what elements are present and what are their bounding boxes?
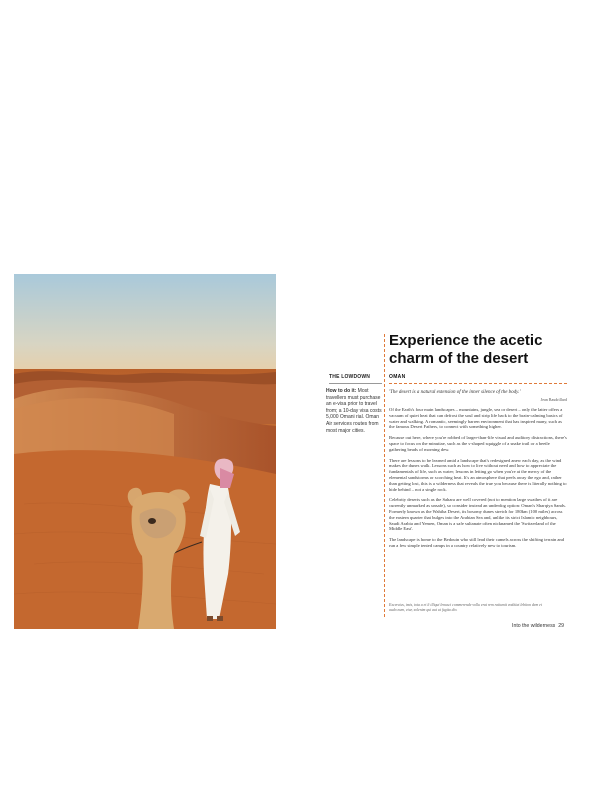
place-label: OMAN [389, 374, 406, 380]
lowdown-heading: THE LOWDOWN [329, 374, 371, 380]
accent-horizontal-rule [389, 383, 567, 384]
lowdown-text [326, 388, 382, 434]
body-paragraph: The landscape is home to the Bedouin who still lead their camels across the shifting terrain and run a few simple tented camps in a country relatively new to tourism. [389, 537, 565, 548]
page-title: Experience the acetic charm of the desert [389, 332, 543, 367]
photo-credit: Excercius, imis, tota a et li illiqui lenusci commerende vollu erat rem ratiumit voditiat lebiton dem et audo num, etur, solenim qui aut ut fugita dio. [389, 603, 542, 612]
desert-camel-photo [14, 274, 276, 629]
lowdown-label: How to do it: [326, 388, 357, 394]
page-footer [512, 623, 564, 629]
epigraph-quote: 'The desert is a natural extension of the inner silence of the body.' [389, 390, 521, 395]
body-paragraph: There are lessons to be learned amid a landscape that's redesigned anew each day, as the wind makes the dunes walk. Lessons such as how to live without need and how to appreciate the fundamentals of life, such as water; lessons in letting go when you're at the mercy of the elemental sandstorms or scorching heat. It's an atmosphere that peels away the ego and, rather than getting lost, this is a wilderness that reveals the true you because there is literally nothing to hide behind – not a single rock. [389, 457, 567, 492]
accent-vertical-rule [384, 334, 385, 617]
article-body [389, 407, 567, 554]
lowdown-divider [329, 383, 382, 384]
section-name: Into the wilderness [512, 623, 556, 629]
body-paragraph: Of the Earth's four main landscapes – mountains, jungle, sea or desert – only the latter offers a vacuum of quiet heat that can defrost the soul and strip life back to the brain-calming basics of water and walking. A romantic, seemingly barren environment that has inspired many, such as the famous Desert Fathers, to connect with something higher. [389, 407, 563, 430]
body-paragraph: Celebrity deserts such as the Sahara are well covered (not to mention large swathes of it are currently unmarked as unsafe), so consider instead an underdog option: Oman's Sharqiya Sands. Formerly known as the Wahiba Desert, its bosomy dunes stretch for 180km (100 miles) across the eastern quarter that bulges into the Arabian Sea and, unlike its strict Islamic neighbours, Saudi Arabia and Yemen, Oman is a safe sultanate often nicknamed the 'Switzerland of the Middle East'. [389, 497, 566, 532]
epigraph-author: Jean Baudrillard [540, 397, 567, 402]
body-paragraph: Because out here, where you're robbed of larger-than-life visual and auditory distractions, there's space to focus on the minutiae, such as the s-shaped squiggle of a snake trail or a beetle gathering beads of morning dew. [389, 435, 567, 452]
lowdown-body: Most travellers must purchase an e-visa prior to travel from; a 10-day visa costs 5,000 Omani rial. Oman Air services routes from most major cities. [326, 388, 382, 434]
page-number: 29 [558, 623, 565, 629]
desert-photo-illustration [14, 274, 276, 629]
